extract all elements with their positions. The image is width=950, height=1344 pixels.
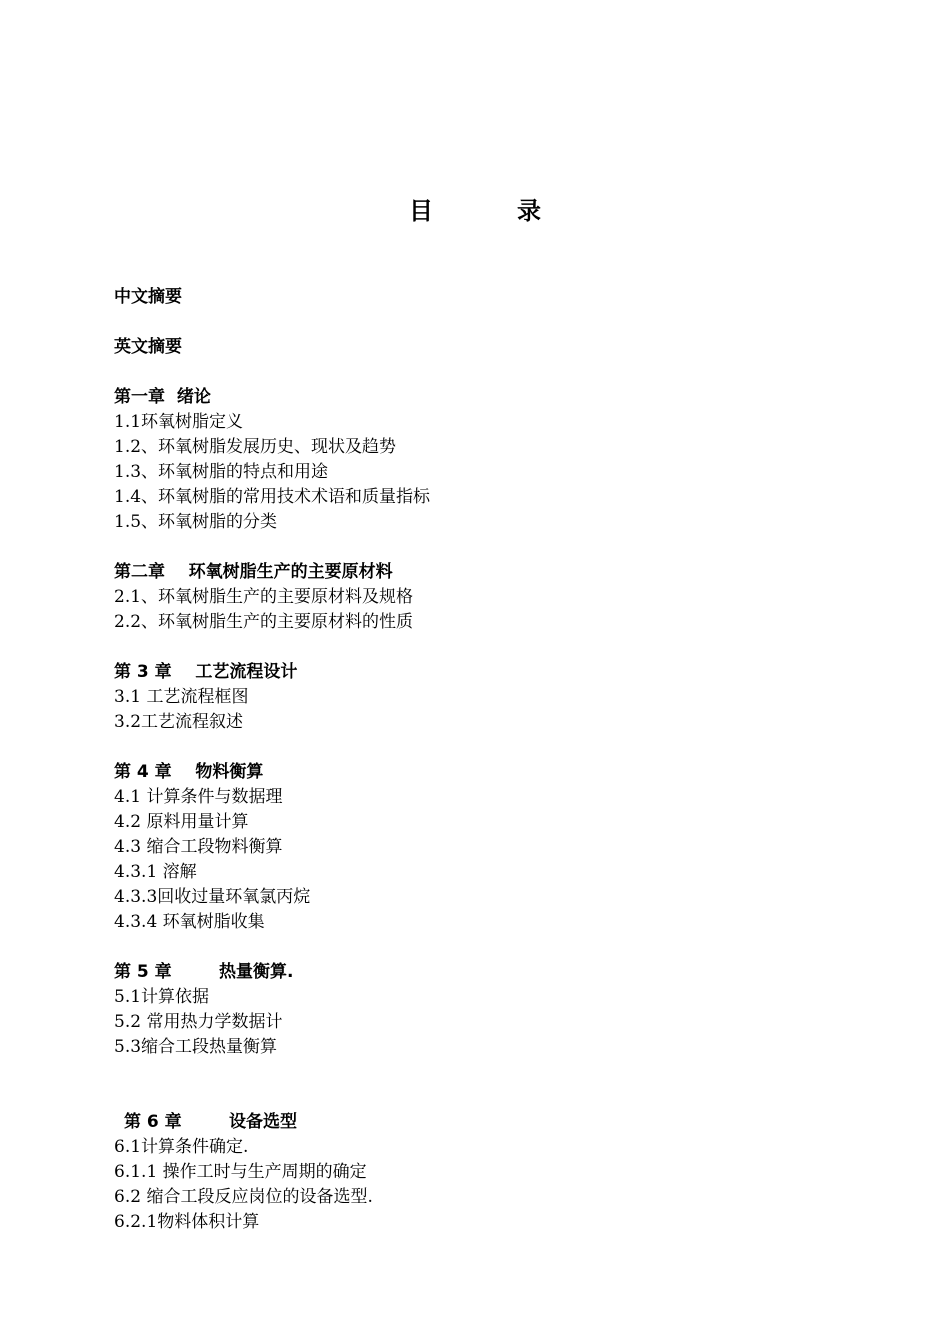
toc-entry[interactable]: 1.3、环氧树脂的特点和用途 xyxy=(114,462,329,482)
toc-chapter-heading[interactable]: 第 4 章 物料衡算 xyxy=(114,762,264,782)
toc-entry[interactable]: 2.2、环氧树脂生产的主要原材料的性质 xyxy=(114,612,414,632)
toc-entry[interactable]: 5.2 常用热力学数据计 xyxy=(114,1012,283,1032)
toc-entry[interactable]: 1.1环氧树脂定义 xyxy=(114,412,244,432)
toc-entry[interactable]: 1.5、环氧树脂的分类 xyxy=(114,512,278,532)
toc-entry[interactable]: 2.1、环氧树脂生产的主要原材料及规格 xyxy=(114,587,414,607)
table-of-contents xyxy=(114,285,874,1235)
toc-entry[interactable]: 3.2工艺流程叙述 xyxy=(114,712,244,732)
toc-chapter-2 xyxy=(114,560,874,635)
toc-entry[interactable]: 5.3缩合工段热量衡算 xyxy=(114,1037,278,1057)
toc-chapter-3 xyxy=(114,660,874,735)
page-title: 目 录 xyxy=(409,197,571,225)
toc-heading-abstract-en[interactable]: 英文摘要 xyxy=(114,337,182,357)
toc-chapter-4 xyxy=(114,760,874,935)
toc-entry[interactable]: 6.2 缩合工段反应岗位的设备选型. xyxy=(114,1187,373,1207)
toc-chapter-6 xyxy=(114,1110,874,1235)
toc-chapter-heading[interactable]: 第 3 章 工艺流程设计 xyxy=(114,662,298,682)
toc-chapter-heading[interactable]: 第 6 章 设备选型 xyxy=(124,1112,298,1132)
toc-chapter-heading[interactable]: 第一章 绪论 xyxy=(114,387,211,407)
toc-entry[interactable]: 4.3.4 环氧树脂收集 xyxy=(114,912,265,932)
toc-entry[interactable]: 6.1.1 操作工时与生产周期的确定 xyxy=(114,1162,367,1182)
toc-chapter-heading[interactable]: 第二章 环氧树脂生产的主要原材料 xyxy=(114,562,393,582)
toc-entry[interactable]: 6.1计算条件确定. xyxy=(114,1137,249,1157)
toc-entry[interactable]: 4.1 计算条件与数据理 xyxy=(114,787,283,807)
toc-entry[interactable]: 4.3.3回收过量环氧氯丙烷 xyxy=(114,887,311,907)
toc-entry[interactable]: 4.3.1 溶解 xyxy=(114,862,197,882)
toc-entry[interactable]: 3.1 工艺流程框图 xyxy=(114,687,249,707)
toc-entry[interactable]: 4.3 缩合工段物料衡算 xyxy=(114,837,283,857)
toc-heading-abstract-cn[interactable]: 中文摘要 xyxy=(114,287,182,307)
toc-entry[interactable]: 1.4、环氧树脂的常用技术术语和质量指标 xyxy=(114,487,431,507)
toc-entry[interactable]: 1.2、环氧树脂发展历史、现状及趋势 xyxy=(114,437,397,457)
toc-entry[interactable]: 4.2 原料用量计算 xyxy=(114,812,249,832)
toc-chapter-heading[interactable]: 第 5 章 热量衡算. xyxy=(114,962,294,982)
toc-entry[interactable]: 6.2.1物料体积计算 xyxy=(114,1212,260,1232)
toc-chapter-5 xyxy=(114,960,874,1060)
toc-chapter-1 xyxy=(114,385,874,535)
toc-entry[interactable]: 5.1计算依据 xyxy=(114,987,210,1007)
